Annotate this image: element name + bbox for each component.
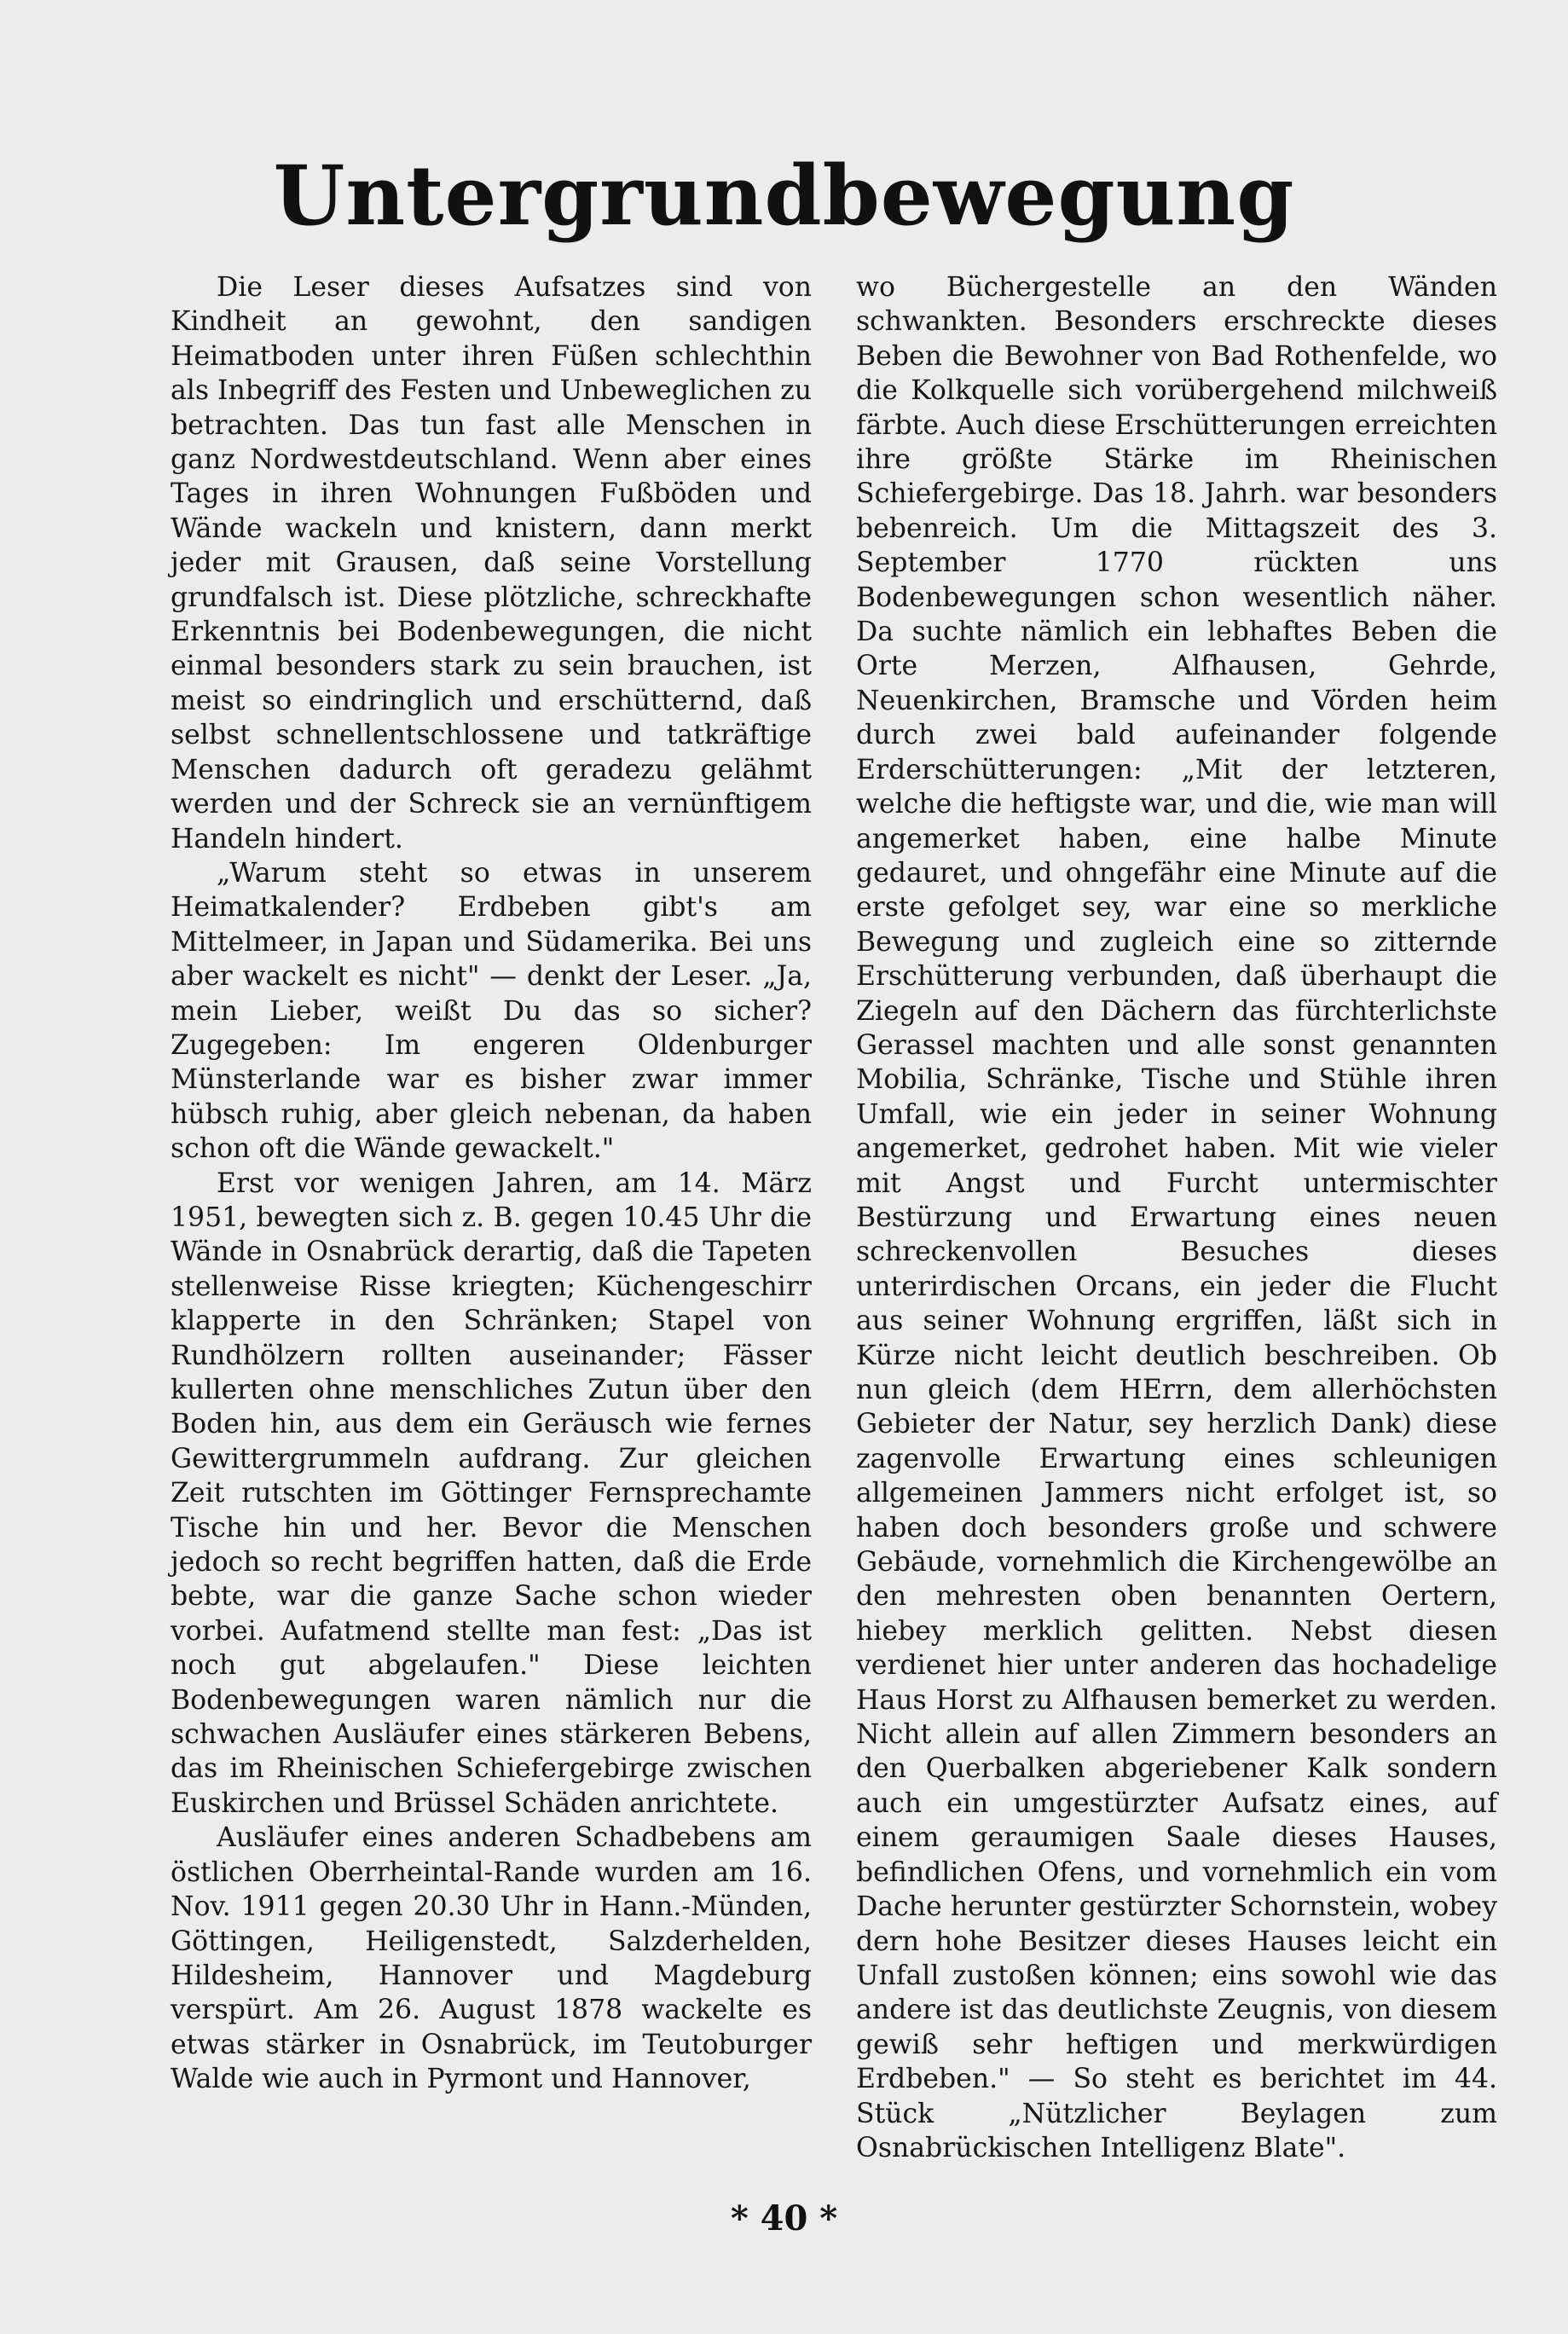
left-column: [171, 270, 812, 2097]
right-column: [856, 270, 1497, 2165]
paragraph: Die Leser dieses Aufsatzes sind von Kindheit an gewohnt, den sandigen Heimatboden unter ihren Füßen schlechthin als Inbegriff des Festen und Unbeweglichen zu betrachten. Das tun fast alle Menschen in ganz Nordwestdeutschland. Wenn aber eines Tages in ihren Wohnungen Fußböden und Wände wackeln und knistern, dann merkt jeder mit Grausen, daß seine Vorstellung grundfalsch ist. Diese plötzliche, schreckhafte Erkenntnis bei Bodenbewegungen, die nicht einmal besonders stark zu sein brauchen, ist meist so eindringlich und erschütternd, daß selbst schnellentschlossene und tatkräftige Menschen dadurch oft geradezu gelähmt werden und der Schreck sie an vernünftigem Handeln hindert.: [171, 272, 812, 854]
page-number: * 40 *: [730, 2198, 838, 2238]
paragraph: „Warum steht so etwas in unserem Heimatkalender? Erdbeben gibt's am Mittelmeer, in Japan und Südamerika. Bei uns aber wackelt es nicht" — denkt der Leser. „Ja, mein Lieber, weißt Du das so sicher? Zugegeben: Im engeren Oldenburger Münsterlande war es bisher zwar immer hübsch ruhig, aber gleich nebenan, da haben schon oft die Wände gewackelt.": [171, 857, 812, 1165]
paragraph: Ausläufer eines anderen Schadbebens am östlichen Oberrheintal-Rande wurden am 16. Nov. 1911 gegen 20.30 Uhr in Hann.-Münden, Göttingen, Heiligenstedt, Salzderhelden, Hildesheim, Hannover und Magdeburg verspürt. Am 26. August 1878 wackelte es etwas stärker in Osnabrück, im Teutoburger Walde wie auch in Pyrmont und Hannover,: [171, 1822, 812, 2095]
paragraph: wo Büchergestelle an den Wänden schwankten. Besonders erschreckte dieses Beben die Bewohner von Bad Rothenfelde, wo die Kolkquelle sich vorübergehend milchweiß färbte. Auch diese Erschütterungen erreichten ihre größte Stärke im Rheinischen Schiefergebirge. Das 18. Jahrh. war besonders bebenreich. Um die Mittagszeit des 3. September 1770 rückten uns Bodenbewegungen schon wesentlich näher. Da suchte nämlich ein lebhaftes Beben die Orte Merzen, Alfhausen, Gehrde, Neuenkirchen, Bramsche und Vörden heim durch zwei bald aufeinander folgende Erderschütterungen: „Mit der letzteren, welche die heftigste war, und die, wie man will angemerket haben, eine halbe Minute gedauret, und ohngefähr eine Minute auf die erste gefolget sey, war eine so merkliche Bewegung und zugleich eine so zitternde Erschütterung verbunden, daß überhaupt die Ziegeln auf den Dächern das fürchterlichste Gerassel machten und alle sonst genannten Mobilia, Schränke, Tische und Stühle ihren Umfall, wie ein jeder in seiner Wohnung angemerket, gedrohet haben. Mit wie vieler mit Angst und Furcht untermischter Bestürzung und Erwartung eines neuen schreckenvollen Besuches dieses unterirdischen Orcans, ein jeder die Flucht aus seiner Wohnung ergriffen, läßt sich in Kürze nicht leicht deutlich beschreiben. Ob nun gleich (dem HErrn, dem allerhöchsten Gebieter der Natur, sey herzlich Dank) diese zagenvolle Erwartung eines schleunigen allgemeinen Jammers nicht erfolget ist, so haben doch besonders große und schwere Gebäude, vornehmlich die Kirchengewölbe an den mehresten oben benannten Oertern, hiebey merklich gelitten. Nebst diesen verdienet hier unter anderen das hochadelige Haus Horst zu Alfhausen bemerket zu werden. Nicht allein auf allen Zimmern besonders an den Querbalken abgeriebener Kalk sondern auch ein umgestürzter Aufsatz eines, auf einem geraumigen Saale dieses Hauses, befindlichen Ofens, und vornehmlich ein vom Dache herunter gestürzter Schornstein, wobey dern hohe Besitzer dieses Hauses leicht ein Unfall zustoßen können; eins sowohl wie das andere ist das deutlichste Zeugnis, von diesem gewiß sehr heftigen und merkwürdigen Erdbeben." — So steht es berichtet im 44. Stück „Nützlicher Beylagen zum Osnabrückischen Intelligenz Blate".: [856, 272, 1497, 2163]
paragraph: Erst vor wenigen Jahren, am 14. März 1951, bewegten sich z. B. gegen 10.45 Uhr die Wände in Osnabrück derartig, daß die Tapeten stellenweise Risse kriegten; Küchengeschirr klapperte in den Schränken; Stapel von Rundhölzern rollten auseinander; Fässer kullerten ohne menschliches Zutun über den Boden hin, aus dem ein Geräusch wie fernes Gewittergrummeln aufdrang. Zur gleichen Zeit rutschten im Göttinger Fernsprechamte Tische hin und her. Bevor die Menschen jedoch so recht begriffen hatten, daß die Erde bebte, war die ganze Sache schon wieder vorbei. Aufatmend stellte man fest: „Das ist noch gut abgelaufen." Diese leichten Bodenbewegungen waren nämlich nur die schwachen Ausläufer eines stärkeren Bebens, das im Rheinischen Schiefergebirge zwischen Euskirchen und Brüssel Schäden anrichtete.: [171, 1167, 812, 1819]
article-title: Untergrundbewegung: [273, 148, 1295, 244]
